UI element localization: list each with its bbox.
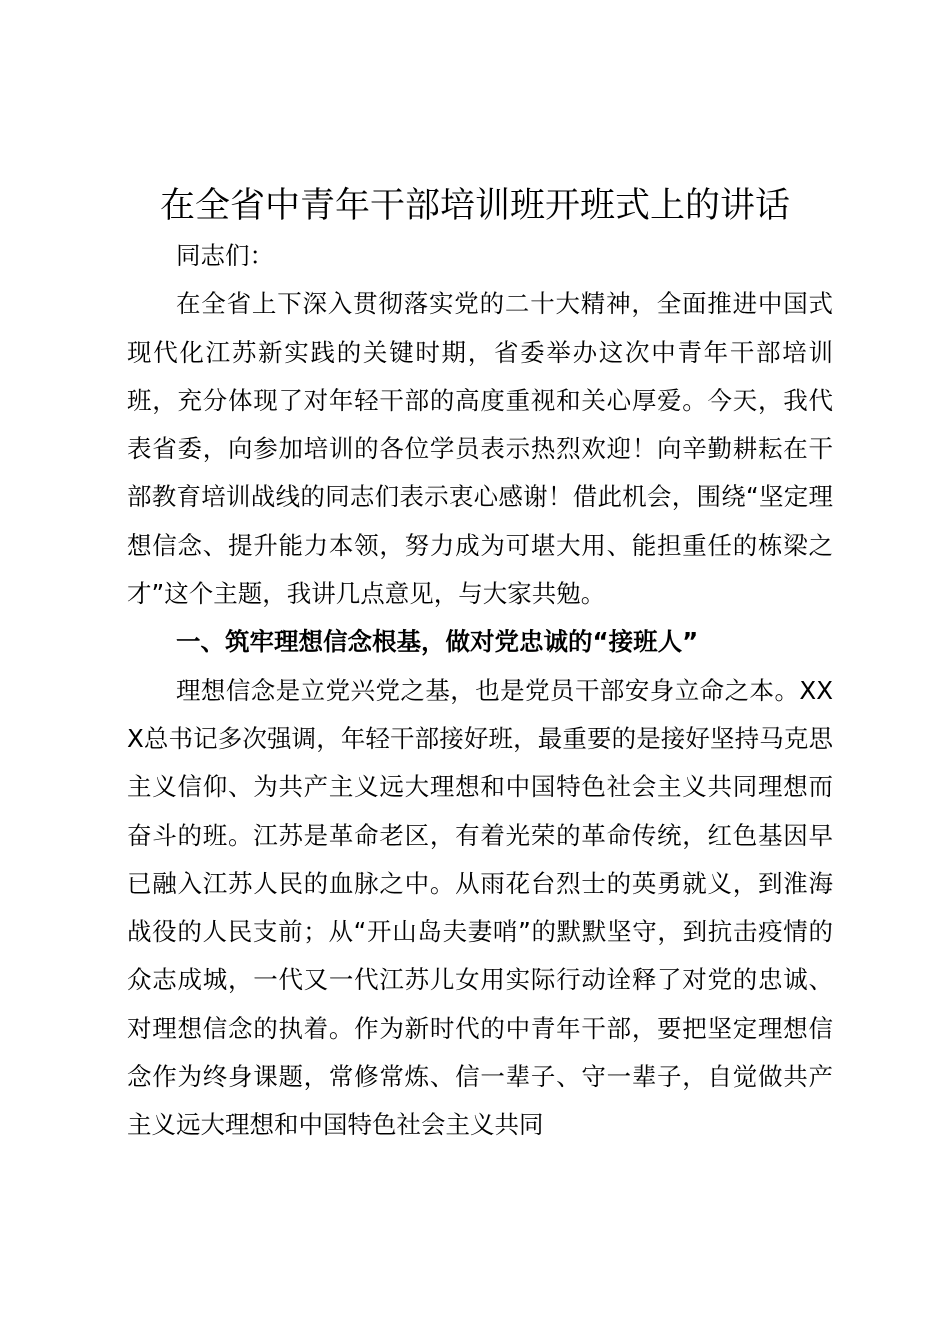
section-heading: 一、筑牢理想信念根基，做对党忠诚的“接班人”: [176, 627, 699, 657]
section-paragraph: 理想信念是立党兴党之基，也是党员干部安身立命之本。XXX总书记多次强调，年轻干部接好班，最重要的是接好坚持马克思主义信仰、为共产主义远大理想和中国特色社会主义共同理想而奋斗的班。江苏是革命老区，有着光荣的革命传统，红色基因早已融入江苏人民的血脉之中。从雨花台烈士的英勇就义，到淮海战役的人民支前；从“开山岛夫妻哨”的默默坚守，到抗击疫情的众志成城，一代又一代江苏儿女用实际行动诠释了对党的忠诚、对理想信念的执着。作为新时代的中青年干部，要把坚定理想信念作为终身课题，常修常炼、信一辈子、守一辈子，自觉做共产主义远大理想和中国特色社会主义共同: [127, 675, 833, 1140]
document-body: [127, 232, 833, 1150]
salutation: 同志们：: [176, 241, 274, 270]
intro-paragraph: 在全省上下深入贯彻落实党的二十大精神，全面推进中国式现代化江苏新实践的关键时期，省委举办这次中青年干部培训班，充分体现了对年轻干部的高度重视和关心厚爱。今天，我代表省委，向参加培训的各位学员表示热烈欢迎！向辛勤耕耘在干部教育培训战线的同志们表示衷心感谢！借此机会，围绕“坚定理想信念、提升能力本领，努力成为可堪大用、能担重任的栋梁之才”这个主题，我讲几点意见，与大家共勉。: [127, 289, 833, 609]
document-title: 在全省中青年干部培训班开班式上的讲话: [159, 186, 790, 226]
